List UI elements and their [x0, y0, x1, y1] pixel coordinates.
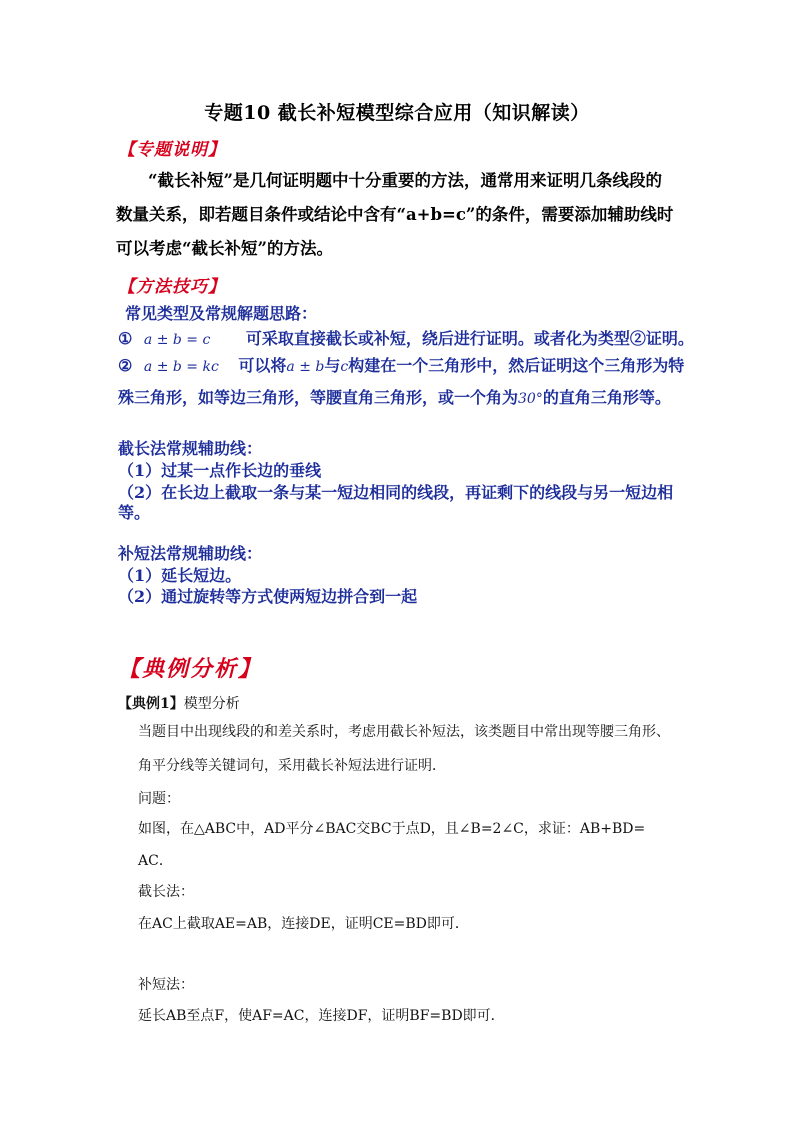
method-item-2-text-b: 与 — [324, 356, 341, 375]
method-item-2-line2-math: 30° — [518, 391, 543, 407]
buduan-heading: 补短法常规辅助线： — [118, 544, 263, 563]
method-item-1-number: ① — [118, 329, 133, 348]
method-item-2-line2-a: 殊三角形，如等边三角形，等腰直角三角形，或一个角为 — [118, 388, 519, 407]
jiechang-item-2-line-2: 等。 — [118, 503, 151, 522]
jiechang-method-label: 截长法： — [138, 884, 194, 900]
page-title: 专题10 截长补短模型综合应用（知识解读） — [204, 102, 590, 124]
method-subtitle: 常见类型及常规解题思路： — [125, 304, 318, 323]
intro-line-2: 量关系，即若题目条件或结论中含有“a+b=c”的条件，需要添加辅助线时可 — [116, 205, 674, 258]
intro-line-1: “截长补短”是几何证明题中十分重要的方法，通常用来证明几条线段的数 — [116, 171, 662, 224]
buduan-method-label: 补短法： — [138, 977, 194, 993]
method-item-1-formula: a ± b = c — [143, 332, 211, 348]
method-item-2-text-c: 构建在一个三角形中，然后证明这个三角形为特 — [348, 356, 685, 375]
method-item-1-text: 可采取直接截长或补短，绕后进行证明。或者化为类型②证明。 — [245, 329, 694, 348]
description-heading: 【专题说明】 — [118, 140, 226, 160]
jiechang-item-2-line-1: （2）在长边上截取一条与某一短边相同的线段，再证剩下的线段与另一短边相 — [118, 483, 674, 502]
buduan-method-text: 延长AB至点F，使AF=AC，连接DF，证明BF=BD即可． — [138, 1008, 505, 1024]
example-paragraph-line-2: 角平分线等关键词句，采用截长补短法进行证明． — [138, 758, 446, 774]
jiechang-heading: 截长法常规辅助线： — [118, 439, 263, 458]
example-1-label: 【典例1】 — [118, 696, 184, 712]
method-item-2-formula-c: c — [340, 359, 349, 375]
intro-line-3: 以考虑“截长补短”的方法。 — [132, 239, 333, 258]
problem-line-2: AC． — [138, 853, 173, 869]
example-1-label-rest: 模型分析 — [183, 696, 240, 712]
example-heading: 【典例分析】 — [118, 656, 263, 682]
buduan-item-2: （2）通过旋转等方式使两短边拼合到一起 — [118, 587, 418, 606]
method-item-2-line-2 — [118, 385, 671, 408]
example-1-label-row — [118, 693, 240, 713]
method-item-2-line2-b: 的直角三角形等。 — [542, 388, 671, 407]
problem-line-1: 如图，在△ABC中，AD平分∠BAC交BC于点D，且∠B=2∠C，求证：AB+BD= — [138, 821, 646, 837]
method-heading: 【方法技巧】 — [118, 277, 226, 297]
example-paragraph-line-1: 当题目中出现线段的和差关系时，考虑用截长补短法，该类题目中常出现等腰三角形、 — [138, 724, 670, 740]
jiechang-method-text: 在AC上截取AE=AB，连接DE，证明CE=BD即可． — [138, 916, 469, 932]
jiechang-item-1: （1）过某一点作长边的垂线 — [118, 461, 322, 480]
method-item-2-text-a: 可以将 — [238, 356, 287, 375]
method-item-1 — [118, 326, 694, 349]
method-item-2-formula: a ± b = kc — [143, 359, 219, 375]
intro-paragraph — [116, 164, 676, 266]
buduan-item-1: （1）延长短边。 — [118, 566, 242, 585]
method-item-2-number: ② — [118, 356, 133, 375]
method-item-2-formula-b: a ± b — [286, 359, 325, 375]
method-item-2 — [118, 353, 684, 376]
problem-label: 问题： — [138, 791, 180, 807]
